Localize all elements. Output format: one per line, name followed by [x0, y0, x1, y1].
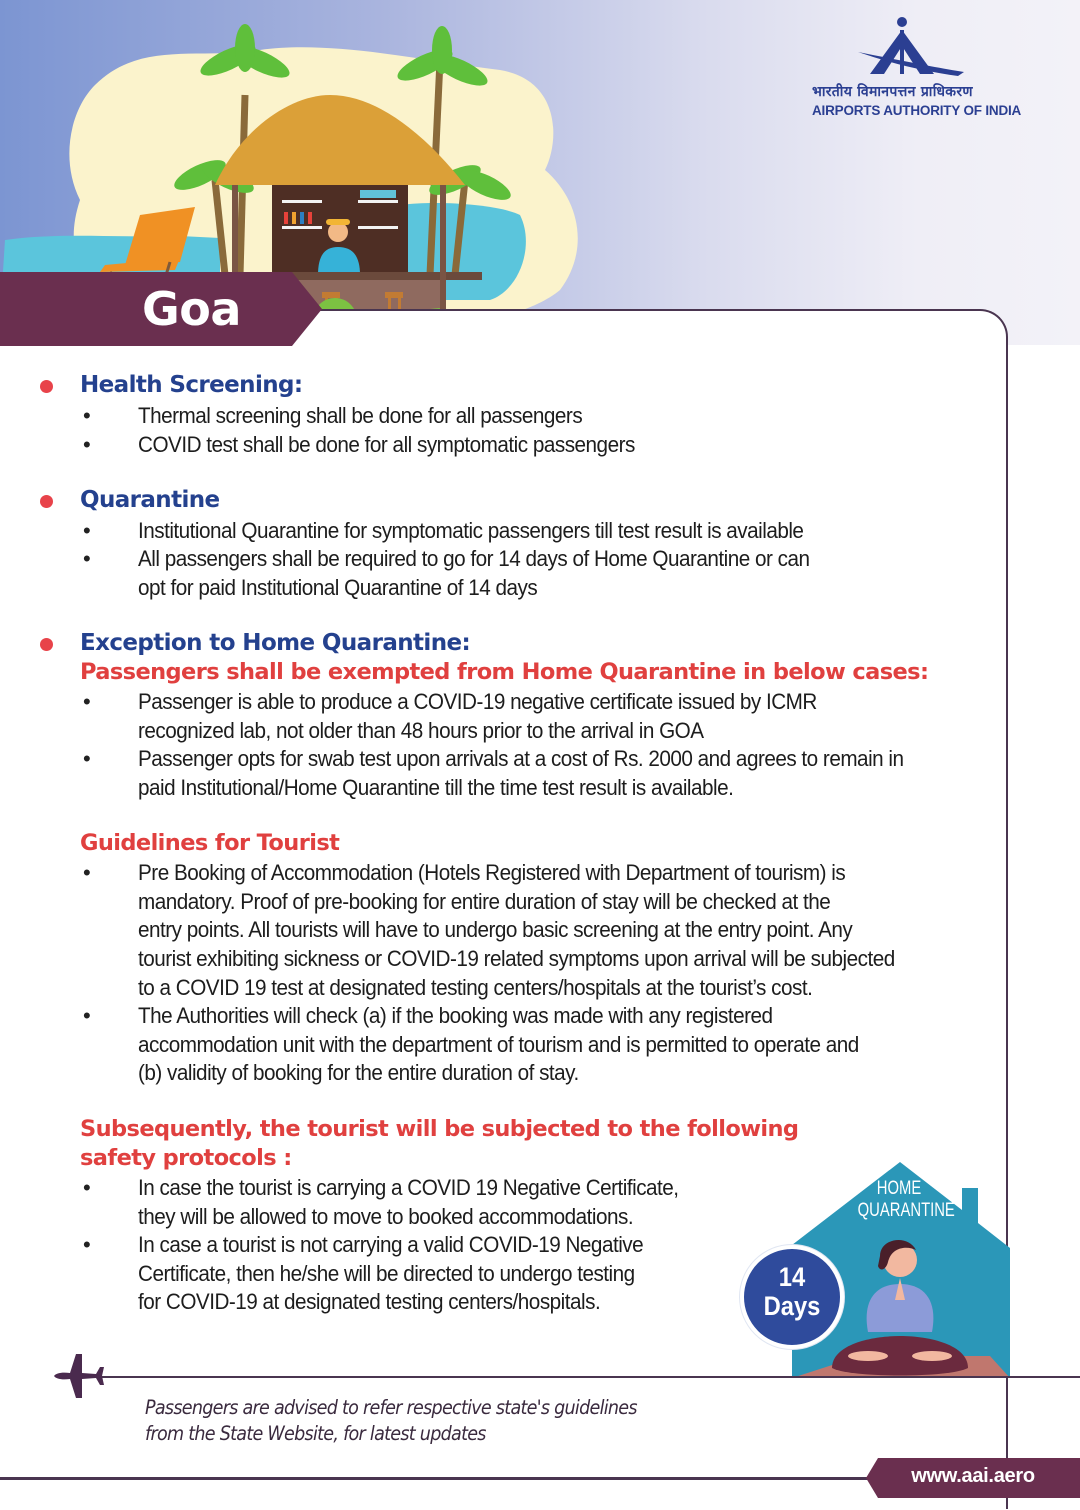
list-item-text: All passengers shall be required to go for 14 days of Home Quarantine or can [138, 546, 810, 571]
bullet-icon: • [83, 1175, 91, 1200]
list-item-text: mandatory. Proof of pre-booking for entire duration of stay will be checked at the [138, 888, 831, 914]
home-label-line2: QUARANTINE [857, 1200, 955, 1221]
website-link[interactable]: www.aai.aero [911, 1465, 1035, 1487]
home-label-line1: HOME [876, 1178, 922, 1199]
list-item-text: for COVID-19 at designated testing centers/hospitals. [138, 1289, 601, 1315]
list-item-text: recognized lab, not older than 48 hours prior to the arrival in GOA [138, 717, 704, 743]
list-item-text: Passenger opts for swab test upon arrivals at a cost of Rs. 2000 and agrees to remain in [138, 746, 904, 771]
bullet-icon: • [83, 746, 91, 771]
bullet-icon: • [83, 432, 91, 457]
list-item [138, 1231, 643, 1317]
bullet-icon: • [83, 403, 91, 428]
list-item [138, 431, 635, 460]
days-badge-text [746, 1263, 838, 1321]
list-item-text: Institutional Quarantine for symptomatic passengers till test result is available [138, 518, 804, 543]
section-bullet-icon [40, 380, 53, 393]
list-item [138, 745, 904, 802]
tourist-guidelines-heading: Guidelines for Tourist [80, 830, 340, 856]
airplane-icon [52, 1350, 112, 1402]
bullet-icon: • [83, 1232, 91, 1257]
logo-english-text: AIRPORTS AUTHORITY OF INDIA [812, 103, 1022, 118]
page-title: Goa [142, 282, 241, 336]
list-item-text: opt for paid Institutional Quarantine of 14 days [138, 574, 538, 600]
list-item-text: Pre Booking of Accommodation (Hotels Registered with Department of tourism) is [138, 860, 846, 885]
section-heading-health-screening: Health Screening: [80, 372, 303, 398]
list-item [138, 517, 803, 546]
days-number: 14 [778, 1262, 806, 1292]
list-item-text: The Authorities will check (a) if the booking was made with any registered [138, 1003, 773, 1028]
list-item-text: In case the tourist is carrying a COVID 19 Negative Certificate, [138, 1175, 679, 1200]
list-item-text: they will be allowed to move to booked accommodations. [138, 1203, 634, 1229]
bullet-icon: • [83, 860, 91, 885]
divider [0, 1477, 880, 1480]
list-item-text: (b) validity of booking for the entire duration of stay. [138, 1060, 579, 1086]
list-item [138, 859, 895, 1003]
bullet-icon: • [83, 518, 91, 543]
section-heading-exception: Exception to Home Quarantine: [80, 630, 471, 656]
list-item-text: to a COVID 19 test at designated testing centers/hospitals at the tourist’s cost. [138, 974, 813, 1000]
section-bullet-icon [40, 638, 53, 651]
footer-note-line2: from the State Website, for latest updates [145, 1422, 486, 1445]
footer-note-line1: Passengers are advised to refer respective state's guidelines [145, 1396, 637, 1419]
section-heading-quarantine: Quarantine [80, 487, 220, 513]
list-item [138, 688, 817, 745]
section-bullet-icon [40, 495, 53, 508]
footer-advisory-note [145, 1395, 637, 1447]
list-item-text: tourist exhibiting sickness or COVID-19 related symptoms upon arrival will be subjected [138, 946, 895, 972]
safety-protocols-heading-line2: safety protocols : [80, 1145, 292, 1171]
bullet-icon: • [83, 546, 91, 571]
list-item-text: Certificate, then he/she will be directed to undergo testing [138, 1260, 635, 1286]
bullet-icon: • [83, 1003, 91, 1028]
safety-protocols-heading-line1: Subsequently, the tourist will be subjected to the following [80, 1116, 799, 1142]
exception-subheading: Passengers shall be exempted from Home Quarantine in below cases: [80, 659, 929, 685]
list-item [138, 402, 582, 431]
logo-hindi-text: भारतीय विमानपत्तन प्राधिकरण [812, 84, 973, 100]
home-quarantine-label [857, 1178, 955, 1222]
list-item-text: entry points. All tourists will have to undergo basic screening at the entry point. Any [138, 917, 853, 943]
list-item-text: COVID test shall be done for all symptomatic passengers [138, 432, 635, 457]
days-label: Days [763, 1291, 821, 1321]
bullet-icon: • [83, 689, 91, 714]
list-item-text: Thermal screening shall be done for all passengers [138, 403, 583, 428]
list-item-text: paid Institutional/Home Quarantine till the time test result is available. [138, 774, 734, 800]
divider [96, 1376, 1080, 1378]
list-item [138, 545, 810, 602]
list-item [138, 1002, 859, 1088]
list-item-text: accommodation unit with the department of tourism and is permitted to operate and [138, 1031, 859, 1057]
list-item-text: Passenger is able to produce a COVID-19 negative certificate issued by ICMR [138, 689, 817, 714]
list-item-text: In case a tourist is not carrying a valid COVID-19 Negative [138, 1232, 644, 1257]
list-item [138, 1174, 679, 1231]
